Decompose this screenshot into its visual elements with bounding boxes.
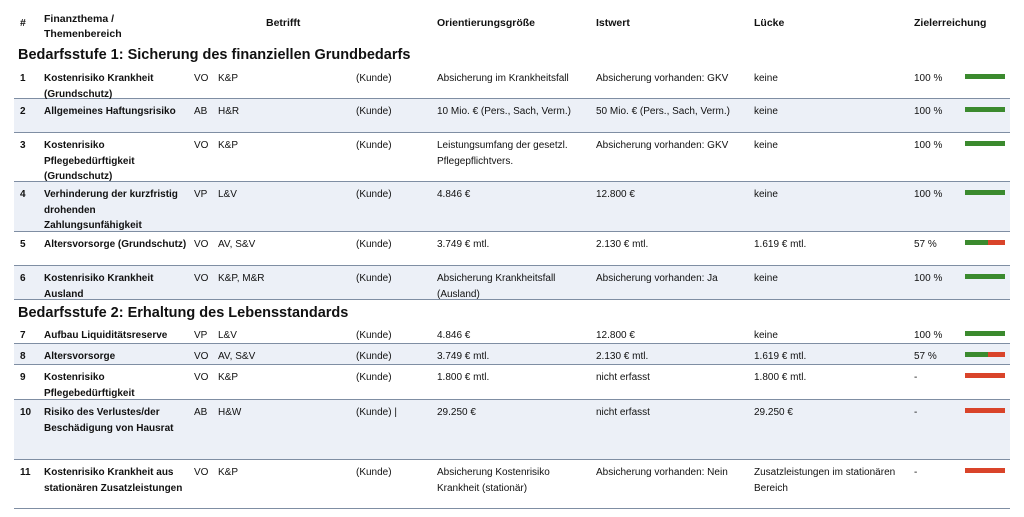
row-orientierung: 10 Mio. € (Pers., Sach, Verm.) bbox=[437, 106, 571, 117]
header-num: # bbox=[20, 17, 26, 29]
row-kunde: (Kunde) bbox=[356, 351, 392, 362]
row-topic: Kostenrisiko Krankheit Ausland bbox=[44, 273, 154, 300]
goal-progress-bar bbox=[965, 240, 1005, 245]
row-kunde: (Kunde) bbox=[356, 140, 392, 151]
row-orientierung: 3.749 € mtl. bbox=[437, 351, 490, 362]
row-code: VP bbox=[194, 330, 208, 341]
goal-progress-bar bbox=[965, 352, 1005, 357]
goal-progress-bar bbox=[965, 408, 1005, 413]
row-topic: Altersvorsorge bbox=[44, 351, 116, 362]
row-number: 10 bbox=[20, 407, 32, 418]
goal-progress-achieved bbox=[965, 331, 1005, 336]
row-istwert: 2.130 € mtl. bbox=[596, 351, 649, 362]
row-number: 9 bbox=[20, 372, 26, 383]
row-luecke: keine bbox=[754, 106, 778, 117]
row-topic: Kostenrisiko Pflegebedürftigkeit (Grundschutz) bbox=[44, 140, 135, 182]
section-title: Bedarfsstufe 2: Erhaltung des Lebensstandards bbox=[18, 305, 349, 321]
row-luecke: keine bbox=[754, 140, 778, 151]
row-kunde: (Kunde) bbox=[356, 239, 392, 250]
row-code: VO bbox=[194, 351, 209, 362]
goal-progress-bar bbox=[965, 274, 1005, 279]
row-kunde: (Kunde) bbox=[356, 330, 392, 341]
row-zielerreichung: - bbox=[914, 467, 918, 478]
header-topic-line1: Finanzthema / bbox=[44, 13, 115, 25]
row-number: 6 bbox=[20, 273, 26, 284]
row-kunde: (Kunde) bbox=[356, 273, 392, 284]
goal-progress-achieved bbox=[965, 107, 1005, 112]
goal-progress-achieved bbox=[965, 141, 1005, 146]
header-luecke: Lücke bbox=[754, 17, 785, 29]
row-betrifft: K&P bbox=[218, 140, 239, 151]
table-row bbox=[14, 344, 1010, 365]
row-orientierung: 1.800 € mtl. bbox=[437, 372, 490, 383]
row-luecke: 1.619 € mtl. bbox=[754, 239, 807, 250]
row-kunde: (Kunde) bbox=[356, 467, 392, 478]
row-orientierung: 4.846 € bbox=[437, 330, 471, 341]
goal-progress-gap bbox=[965, 373, 1005, 378]
row-luecke: 29.250 € bbox=[754, 407, 793, 418]
row-betrifft: K&P bbox=[218, 73, 239, 84]
goal-progress-bar bbox=[965, 373, 1005, 378]
goal-progress-achieved bbox=[965, 74, 1005, 79]
table-header bbox=[14, 0, 1010, 44]
row-luecke: keine bbox=[754, 330, 778, 341]
row-istwert: 50 Mio. € (Pers., Sach, Verm.) bbox=[596, 106, 730, 117]
goal-progress-gap bbox=[988, 352, 1005, 357]
goal-progress-achieved bbox=[965, 190, 1005, 195]
row-code: VO bbox=[194, 372, 209, 383]
goal-progress-bar bbox=[965, 74, 1005, 79]
table-row bbox=[14, 66, 1010, 99]
table-row bbox=[14, 460, 1010, 509]
header-istwert: Istwert bbox=[596, 17, 630, 29]
row-number: 8 bbox=[20, 351, 26, 362]
row-number: 2 bbox=[20, 106, 26, 117]
row-number: 11 bbox=[20, 467, 31, 478]
needs-table bbox=[14, 0, 1010, 509]
row-code: VO bbox=[194, 140, 209, 151]
row-code: AB bbox=[194, 407, 208, 418]
row-orientierung: 29.250 € bbox=[437, 407, 476, 418]
row-kunde: (Kunde) bbox=[356, 372, 392, 383]
row-betrifft: H&R bbox=[218, 106, 240, 117]
row-topic: Risiko des Verlustes/der Beschädigung von Hausrat bbox=[44, 407, 174, 434]
row-code: VO bbox=[194, 239, 209, 250]
row-istwert: Absicherung vorhanden: Ja bbox=[596, 273, 718, 284]
row-betrifft: L&V bbox=[218, 189, 237, 200]
row-istwert: Absicherung vorhanden: GKV bbox=[596, 140, 729, 151]
row-istwert: nicht erfasst bbox=[596, 407, 650, 418]
goal-progress-gap bbox=[988, 240, 1005, 245]
row-zielerreichung: 100 % bbox=[914, 106, 943, 117]
goal-progress-bar bbox=[965, 141, 1005, 146]
row-zielerreichung: 57 % bbox=[914, 351, 937, 362]
row-luecke: 1.619 € mtl. bbox=[754, 351, 807, 362]
header-topic-line2: Themenbereich bbox=[44, 28, 122, 40]
row-kunde: (Kunde) bbox=[356, 189, 392, 200]
goal-progress-gap bbox=[965, 408, 1005, 413]
row-zielerreichung: - bbox=[914, 372, 918, 383]
header-topic bbox=[44, 12, 122, 42]
row-topic: Allgemeines Haftungsrisiko bbox=[44, 106, 176, 117]
row-betrifft: L&V bbox=[218, 330, 237, 341]
table-row bbox=[14, 323, 1010, 344]
goal-progress-bar bbox=[965, 190, 1005, 195]
row-zielerreichung: 100 % bbox=[914, 330, 943, 341]
goal-progress-bar bbox=[965, 468, 1005, 473]
row-zielerreichung: 100 % bbox=[914, 73, 943, 84]
row-number: 5 bbox=[20, 239, 26, 250]
table-row bbox=[14, 182, 1010, 232]
row-zielerreichung: - bbox=[914, 407, 918, 418]
row-code: AB bbox=[194, 106, 208, 117]
row-orientierung: Absicherung Kostenrisiko Krankheit (stationär) bbox=[437, 467, 550, 494]
row-luecke: Zusatzleistungen im stationären Bereich bbox=[754, 467, 896, 494]
row-topic: Kostenrisiko Krankheit (Grundschutz) bbox=[44, 73, 154, 100]
row-zielerreichung: 100 % bbox=[914, 140, 943, 151]
row-number: 4 bbox=[20, 189, 26, 200]
row-zielerreichung: 100 % bbox=[914, 189, 943, 200]
row-number: 1 bbox=[20, 73, 26, 84]
row-luecke: keine bbox=[754, 273, 778, 284]
row-orientierung: Absicherung im Krankheitsfall bbox=[437, 73, 569, 84]
row-istwert: 12.800 € bbox=[596, 330, 635, 341]
row-betrifft: K&P, M&R bbox=[218, 273, 265, 284]
table-row bbox=[14, 232, 1010, 266]
goal-progress-bar bbox=[965, 331, 1005, 336]
row-topic: Kostenrisiko Krankheit aus stationären Zusatzleistungen bbox=[44, 467, 183, 494]
header-orientierung: Orientierungsgröße bbox=[437, 17, 536, 29]
row-luecke: keine bbox=[754, 189, 778, 200]
goal-progress-achieved bbox=[965, 274, 1005, 279]
row-code: VP bbox=[194, 189, 208, 200]
table-row bbox=[14, 266, 1010, 300]
row-istwert: Absicherung vorhanden: Nein bbox=[596, 467, 728, 478]
row-code: VO bbox=[194, 467, 209, 478]
row-betrifft: AV, S&V bbox=[218, 351, 256, 362]
row-orientierung: Leistungsumfang der gesetzl. Pflegepflichtvers. bbox=[437, 140, 568, 167]
row-luecke: 1.800 € mtl. bbox=[754, 372, 807, 383]
table-row bbox=[14, 99, 1010, 133]
row-betrifft: K&P bbox=[218, 372, 239, 383]
goal-progress-achieved bbox=[965, 352, 988, 357]
row-zielerreichung: 57 % bbox=[914, 239, 937, 250]
row-code: VO bbox=[194, 273, 209, 284]
row-topic: Verhinderung der kurzfristig drohenden Zahlungsunfähigkeit bbox=[44, 189, 178, 231]
row-zielerreichung: 100 % bbox=[914, 273, 943, 284]
row-kunde: (Kunde) bbox=[356, 73, 392, 84]
goal-progress-gap bbox=[965, 468, 1005, 473]
row-code: VO bbox=[194, 73, 209, 84]
row-topic: Altersvorsorge (Grundschutz) bbox=[44, 239, 187, 250]
row-betrifft: AV, S&V bbox=[218, 239, 256, 250]
table-row bbox=[14, 133, 1010, 182]
goal-progress-bar bbox=[965, 107, 1005, 112]
header-betrifft: Betrifft bbox=[266, 17, 301, 29]
row-betrifft: K&P bbox=[218, 467, 239, 478]
row-orientierung: 3.749 € mtl. bbox=[437, 239, 490, 250]
table-row bbox=[14, 365, 1010, 400]
row-kunde: (Kunde) bbox=[356, 106, 392, 117]
row-orientierung: 4.846 € bbox=[437, 189, 471, 200]
row-istwert: nicht erfasst bbox=[596, 372, 650, 383]
goal-progress-achieved bbox=[965, 240, 988, 245]
row-luecke: keine bbox=[754, 73, 778, 84]
row-number: 7 bbox=[20, 330, 26, 341]
row-orientierung: Absicherung Krankheitsfall (Ausland) bbox=[437, 273, 556, 300]
row-betrifft: H&W bbox=[218, 407, 242, 418]
row-topic: Kostenrisiko Pflegebedürftigkeit bbox=[44, 372, 135, 399]
section-title: Bedarfsstufe 1: Sicherung des finanziellen Grundbedarfs bbox=[18, 47, 411, 63]
header-ziel: Zielerreichung bbox=[914, 17, 987, 29]
row-istwert: 2.130 € mtl. bbox=[596, 239, 649, 250]
row-istwert: 12.800 € bbox=[596, 189, 635, 200]
row-istwert: Absicherung vorhanden: GKV bbox=[596, 73, 729, 84]
row-kunde: (Kunde) | bbox=[356, 407, 397, 418]
row-topic: Aufbau Liquiditätsreserve bbox=[44, 330, 168, 341]
table-row bbox=[14, 400, 1010, 460]
row-number: 3 bbox=[20, 140, 26, 151]
